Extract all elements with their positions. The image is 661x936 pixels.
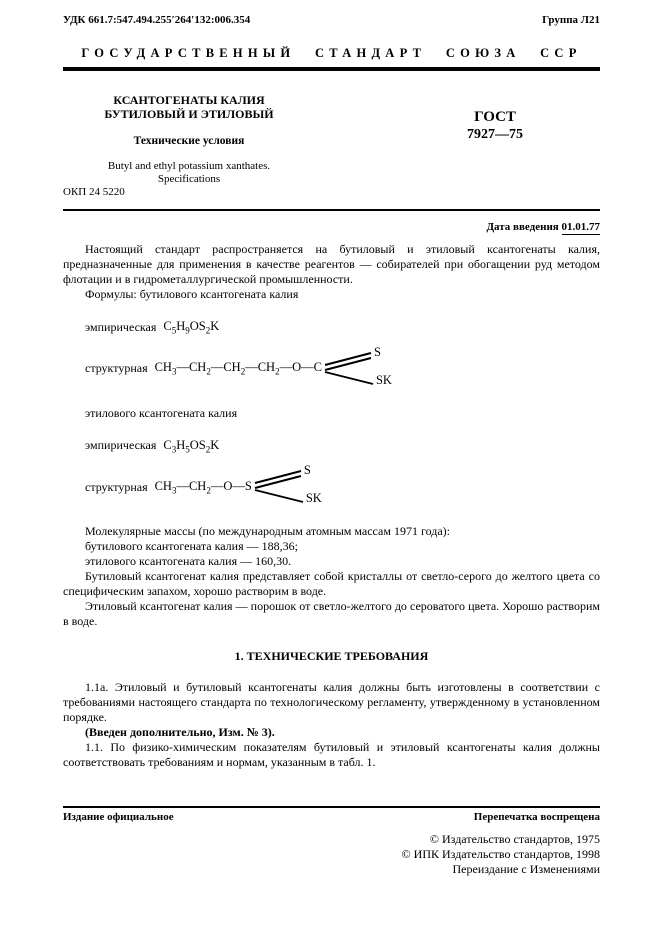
- reissue-note: Переиздание с Изменениями: [452, 862, 600, 876]
- gost-number: 7927—75: [467, 127, 523, 142]
- butyl-empirical-formula: [85, 319, 600, 336]
- empirical-label: эмпирическая: [85, 438, 157, 453]
- udk-code: УДК 661.7:547.494.255′264′132:006.354: [63, 14, 251, 26]
- ethyl-description: Этиловый ксантогенат калия — порошок от светло-желтого до сероватого цвета. Хорошо растворим в воде.: [63, 599, 600, 628]
- section-1-heading: 1. ТЕХНИЧЕСКИЕ ТРЕБОВАНИЯ: [234, 649, 429, 663]
- butyl-chain: $CH_3—CH_2—CH_2—CH_2—O—C$: [154, 360, 322, 377]
- clause-1-1a: 1.1а. Этиловый и бутиловый ксантогенаты калия должны быть изготовлены в соответствии с требованиями настоящего стандарта по технологическому регламенту, утвержденному в установленном порядке.: [63, 680, 600, 724]
- scope-paragraph: Настоящий стандарт распространяется на бутиловый и этиловый ксантогенаты калия, предназначенные для применения в качестве реагентов — собирателей при обогащении руд методом флотации и в гидрометаллургической промышленности.: [63, 242, 600, 286]
- group-code: Группа Л21: [542, 14, 600, 26]
- gost-designation-block: [410, 93, 580, 186]
- date-label: Дата введения: [486, 221, 559, 233]
- masses-heading: Молекулярные массы (по международным атомным массам 1971 года):: [85, 524, 450, 538]
- sulfur-label: S: [303, 463, 311, 477]
- state-standard-banner: ГОСУДАРСТВЕННЫЙ СТАНДАРТ СОЮЗА ССР: [81, 46, 582, 60]
- empirical-label: эмпирическая: [85, 319, 157, 334]
- ethyl-structural-formula: [85, 463, 600, 508]
- date-value: 01.01.77: [561, 221, 600, 233]
- title-english-line2: Specifications: [157, 173, 221, 185]
- footer-rule: [63, 806, 600, 808]
- butyl-mass: бутилового ксантогената калия — 188,36;: [85, 539, 298, 553]
- sulfur-label: S: [373, 344, 381, 359]
- ethyl-chain: $CH_3—CH_2—O—S$: [154, 478, 252, 496]
- classification-header: [63, 14, 600, 26]
- official-edition-label: Издание официальное: [63, 811, 174, 823]
- ethyl-empirical-value: $C_3H_5OS_2K$: [163, 437, 220, 454]
- reprint-prohibited-label: Перепечатка воспрещена: [473, 811, 600, 823]
- title-column: [63, 93, 315, 186]
- title-english-line1: Butyl and ethyl potassium xanthates.: [107, 160, 271, 172]
- formulas-intro: Формулы: бутилового ксантогената калия: [85, 287, 299, 301]
- ethyl-mass: этилового ксантогената калия — 160,30.: [85, 554, 292, 568]
- title-area: [63, 93, 600, 186]
- butyl-structural-formula: [85, 344, 600, 390]
- title-separator-rule: [63, 209, 600, 211]
- footer-labels: [63, 811, 600, 823]
- clause-1-1: 1.1. По физико-химическим показателям бутиловый и этиловый ксантогенаты калия должны соответствовать требованиям и нормам, указанным в табл. 1.: [63, 740, 600, 769]
- copyright-1975: © Издательство стандартов, 1975: [429, 832, 600, 846]
- molecular-masses-block: [63, 524, 600, 629]
- amendment-note: (Введен дополнительно, Изм. № 3).: [85, 725, 275, 739]
- gost-label: ГОСТ: [474, 109, 516, 125]
- butyl-description: Бутиловый ксантогенат калия представляет собой кристаллы от светло-серого до желтого цвета со специфическим запахом, хорошо растворим в воде.: [63, 569, 600, 598]
- document-title-line1: КСАНТОГЕНАТЫ КАЛИЯ: [113, 93, 265, 107]
- introduction-date: [63, 221, 600, 233]
- sk-label: SK: [305, 491, 322, 505]
- header-rule: [63, 67, 600, 71]
- xanthate-group-diagram: [254, 463, 328, 508]
- xanthate-group-diagram: [324, 344, 398, 390]
- document-subtitle: Технические условия: [133, 135, 245, 147]
- structural-label: структурная: [85, 361, 148, 375]
- copyright-block: [63, 832, 600, 877]
- butyl-empirical-value: $C_5H_9OS_2K$: [163, 319, 220, 336]
- structural-label: структурная: [85, 479, 148, 494]
- sk-label: SK: [375, 372, 392, 387]
- ethyl-empirical-formula: [85, 438, 600, 455]
- copyright-1998: © ИПК Издательство стандартов, 1998: [401, 847, 600, 861]
- document-title-line2: БУТИЛОВЫЙ И ЭТИЛОВЫЙ: [104, 107, 274, 121]
- ethyl-section-name: этилового ксантогената калия: [85, 405, 238, 420]
- okp-code: ОКП 24 5220: [63, 186, 125, 198]
- title-english: [63, 160, 315, 186]
